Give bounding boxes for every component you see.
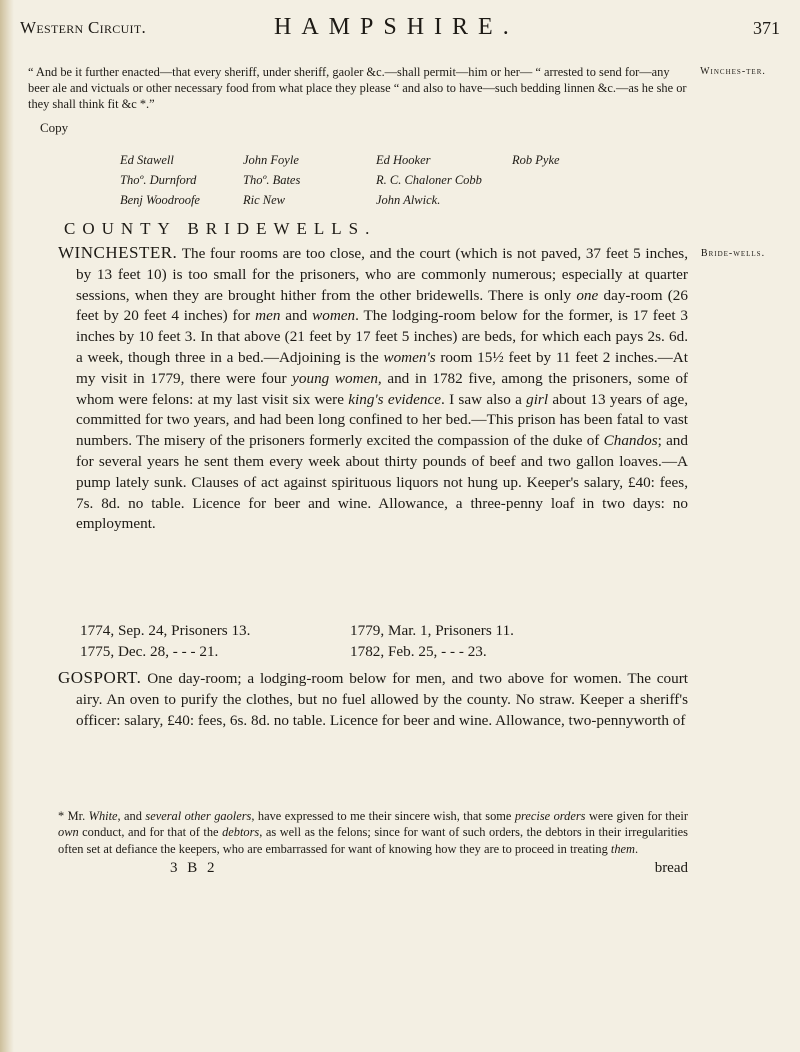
text-italic: them — [610, 841, 635, 856]
text-italic: debtors — [222, 825, 260, 840]
stats-count: - - - 21. — [172, 642, 219, 660]
text-italic: one — [576, 286, 599, 304]
winchester-paragraph — [58, 243, 688, 535]
signatory: R. C. Chaloner Cobb — [376, 173, 482, 187]
section-title: COUNTY BRIDEWELLS. — [64, 219, 377, 238]
stats-entry — [350, 621, 610, 642]
catchword: bread — [654, 860, 688, 876]
text-run: day-room (26 feet by 20 feet 4 inches) for — [76, 286, 688, 325]
text-run: . I saw also a — [440, 390, 527, 408]
text-run: . The lodging-room below for the former, is 17 feet 3 inches by 10 feet 3. In that above (21 feet by 17 feet 5 inches) are beds, for which each pays 2s. 6d. a week, though three in a bed.—Adjoining is the — [76, 307, 688, 366]
stats-count: - - - 23. — [441, 642, 487, 660]
stats-date: 1775, Dec. 28, — [80, 642, 169, 660]
text-italic: women — [312, 307, 356, 325]
margin-note-bridewells: Bride-wells. — [700, 248, 766, 259]
quote-text: “ And be it further enacted—that every sheriff, under sheriff, gaoler &c.—shall permit—him or her— “ arrested to send for—any beer ale and victuals or other necessary food from what place they please “ and also to have—such bedding linnen &c.—as he she or they shall think fit &c *.” — [28, 65, 687, 111]
signatory: Ed Stawell — [120, 153, 174, 167]
stats-date: 1779, Mar. 1, — [350, 622, 432, 639]
text-italic: own — [58, 825, 79, 840]
text-run: The four rooms are too close, and the court (which is not paved, 37 feet 5 inches, by 13 feet 10) is too small for the prisoners, who are commonly numerous; especially at quarter sessions, when they are brought hither from the other bridewells. There is only — [76, 245, 688, 304]
page-number: 371 — [753, 18, 780, 38]
copy-label: Copy — [40, 120, 69, 135]
footnote-marker: * Mr. — [58, 809, 89, 823]
stats-entry — [80, 621, 350, 642]
text-run: One day-room; a lodging-room below for men, and two above for women. The court airy. An oven to purify the clothes, but no fuel allowed by the county. No straw. Keeper a sheriff's officer: salary, £40: fees, 6s. 8d. no table. Licence for beer and wine. Allowance, two-pennyworth of — [76, 670, 688, 729]
stats-entry — [350, 642, 610, 663]
signatory: Thoº. Bates — [243, 173, 301, 187]
text-italic: young women — [292, 369, 378, 387]
header-circuit: Western Circuit. — [20, 18, 147, 37]
text-run: were given for their — [585, 809, 689, 823]
signatories — [120, 151, 680, 209]
signature-mark: 3 B 2 — [170, 860, 218, 876]
header-county: HAMPSHIRE. — [274, 14, 519, 40]
place-heading-winchester: WINCHESTER. — [58, 243, 178, 262]
stats-date: 1782, Feb. 25, — [350, 642, 438, 660]
signatory: Rob Pyke — [512, 153, 560, 167]
signatory: Ric New — [243, 193, 286, 207]
place-heading-gosport: GOSPORT. — [58, 668, 142, 687]
footnote — [58, 808, 688, 857]
text-run: , and in 1782 five, among the prisoners, some of whom were felons: at my last visit six were — [76, 369, 688, 408]
text-italic: men — [255, 307, 281, 325]
running-header — [20, 14, 780, 44]
text-italic: several other gaolers — [145, 809, 252, 823]
text-run: room 15½ feet by 11 feet 2 inches.—At my visit in 1779, there were four — [76, 348, 688, 387]
prisoner-counts — [80, 621, 610, 663]
text-run: conduct, and for that of the — [78, 825, 223, 840]
text-run: . — [634, 841, 639, 856]
gosport-paragraph — [58, 668, 688, 731]
text-run: and — [280, 307, 313, 325]
stats-count: Prisoners 11. — [435, 622, 514, 639]
text-run: , and — [117, 809, 146, 823]
stats-row — [80, 642, 610, 663]
stats-date: 1774, Sep. 24, — [80, 622, 168, 639]
text-run: , have expressed to me their sincere wish, that some — [251, 809, 515, 823]
stats-count: Prisoners 13. — [171, 622, 251, 639]
text-run: ; and for several years he sent them every week about thirty pounds of beef and two gallon loaves.—A pump lately sunk. Clauses of act against spirituous liquors not hung up. Keeper's salary, £40: fees, 7s. 8d. no table. Licence for beer and wine. Allowance, a three-penny loaf in two days: no employment. — [76, 432, 688, 533]
signatory: Benj Woodroofe — [120, 193, 200, 207]
page-edge — [0, 0, 14, 1052]
text-run: , as well as the felons; since for want of such orders, the debtors in their irregularities often set at defiance the keepers, who are embarrassed for want of knowing how they are to proceed in treating — [58, 825, 688, 856]
text-run: about 13 years of age, committed for two years, and had been long confined to her bed.—This prison has been fatal to vast numbers. The misery of the prisoners formerly excited the compassion of the duke of — [76, 390, 689, 450]
signatory: John Foyle — [243, 153, 299, 167]
signatory: Ed Hooker — [376, 153, 431, 167]
statute-quote — [28, 64, 688, 112]
text-italic: king's evidence — [348, 390, 441, 408]
text-italic: Chandos — [603, 432, 658, 450]
text-italic: women's — [383, 348, 436, 366]
text-italic: precise orders — [514, 809, 586, 823]
stats-row — [80, 621, 610, 642]
text-italic: White — [88, 809, 118, 823]
stats-entry — [80, 642, 350, 663]
signatory: John Alwick. — [376, 193, 441, 207]
text-italic: girl — [526, 390, 549, 408]
signatory: Thoº. Durnford — [120, 173, 197, 187]
margin-note-winchester: Winches-ter. — [700, 66, 766, 77]
